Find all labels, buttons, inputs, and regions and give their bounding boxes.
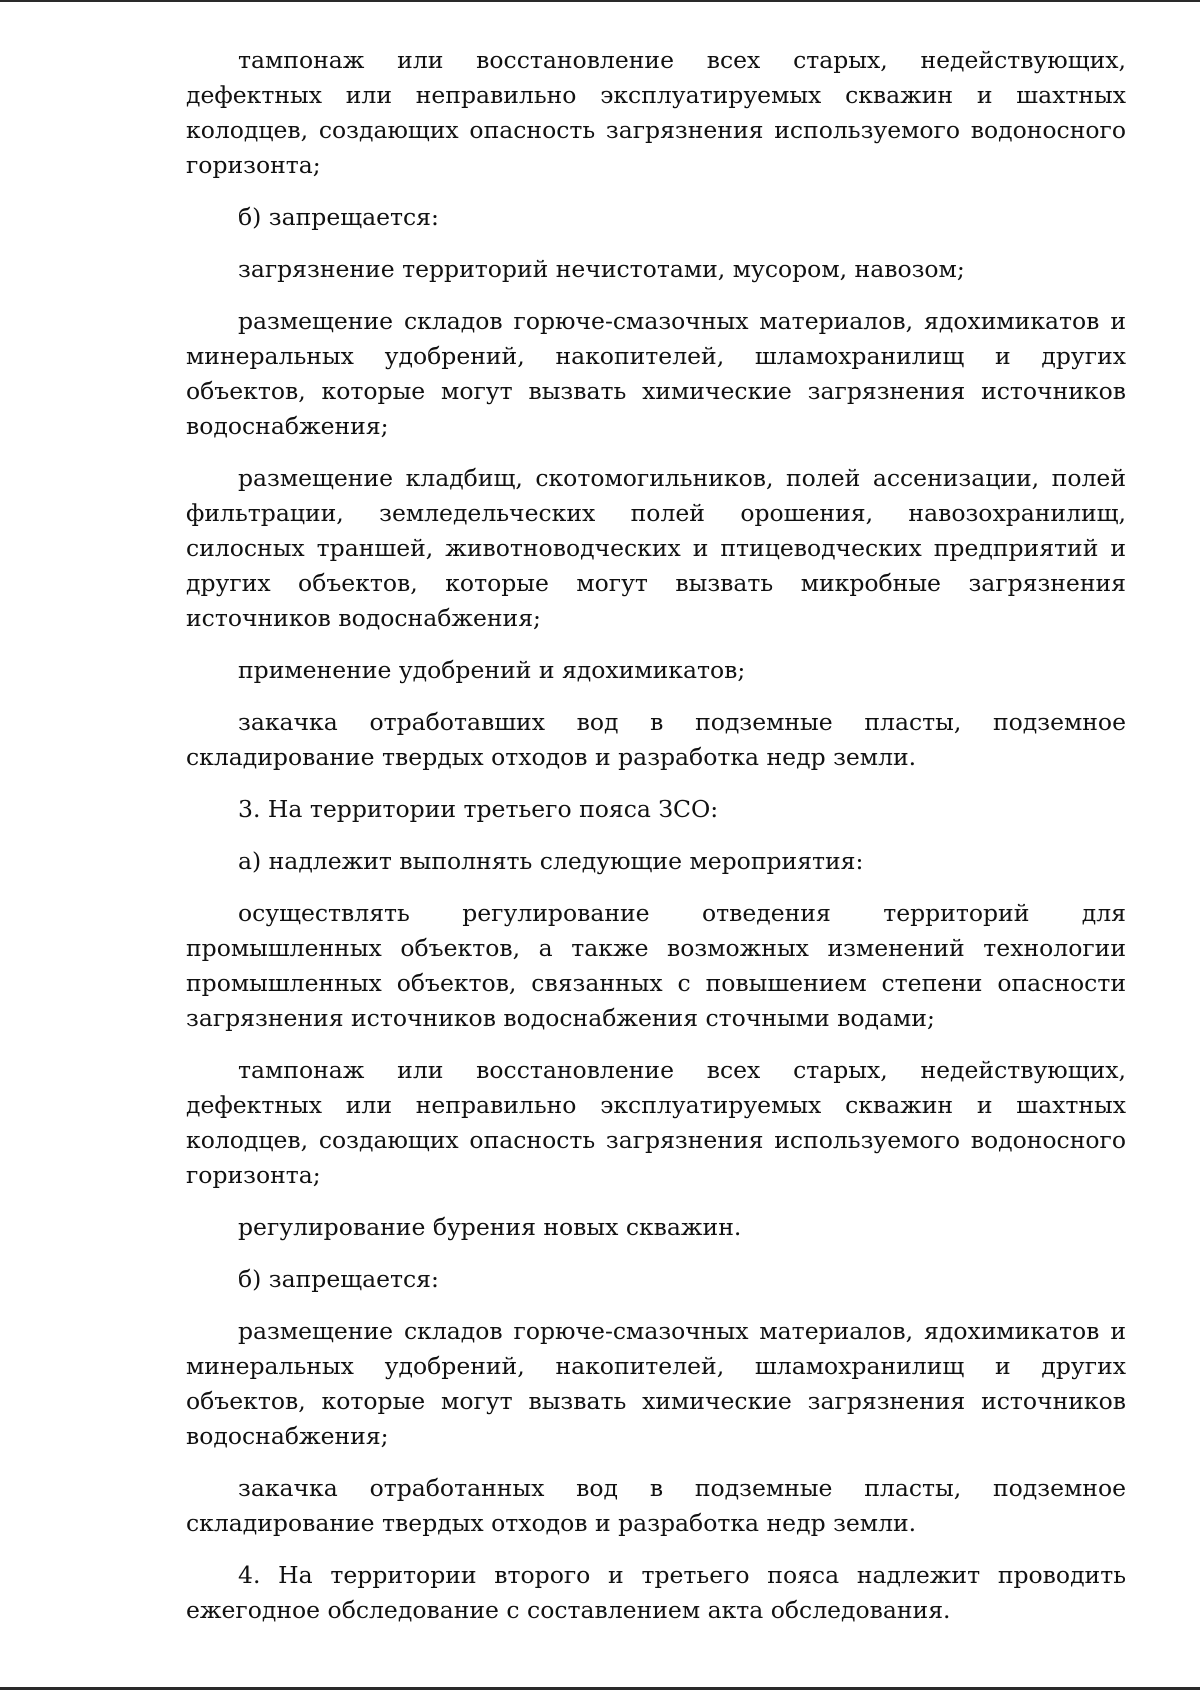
- paragraph-3: загрязнение территорий нечистотами, мусором, навозом;: [238, 255, 965, 283]
- scan-edge-top: [0, 0, 1200, 2]
- paragraph-7: закачка отработавших вод в подземные пласты, подземное складирование твердых отходов и разработка недр земли.: [186, 708, 1126, 771]
- section-3-heading: 3. На территории третьего пояса ЗСО:: [238, 795, 719, 823]
- paragraph-14: размещение складов горюче-смазочных материалов, ядохимикатов и минеральных удобрений, накопителей, шламохранилищ и других объектов, которые могут вызвать химические загрязнения источников водоснабжения;: [186, 1317, 1126, 1450]
- paragraph-15: закачка отработанных вод в подземные пласты, подземное складирование твердых отходов и разработка недр земли.: [186, 1474, 1126, 1537]
- paragraph-10: осуществлять регулирование отведения территорий для промышленных объектов, а также возможных изменений технологии промышленных объектов, связанных с повышением степени опасности загрязнения источников водоснабжения сточными водами;: [186, 899, 1126, 1032]
- scan-edge-bottom: [0, 1687, 1200, 1690]
- document-body: [186, 43, 1126, 1645]
- paragraph-5: размещение кладбищ, скотомогильников, полей ассенизации, полей фильтрации, земледельческих полей орошения, навозохранилищ, силосных траншей, животноводческих и птицеводческих предприятий и других объектов, которые могут вызвать микробные загрязнения источников водоснабжения;: [186, 464, 1126, 632]
- paragraph-6: применение удобрений и ядохимикатов;: [238, 656, 746, 684]
- paragraph-2: б) запрещается:: [238, 203, 439, 231]
- paragraph-4: размещение складов горюче-смазочных материалов, ядохимикатов и минеральных удобрений, накопителей, шламохранилищ и других объектов, которые могут вызвать химические загрязнения источников водоснабжения;: [186, 307, 1126, 440]
- paragraph-13: б) запрещается:: [238, 1265, 439, 1293]
- paragraph-9: а) надлежит выполнять следующие мероприятия:: [238, 847, 864, 875]
- paragraph-12: регулирование бурения новых скважин.: [238, 1213, 742, 1241]
- section-4-paragraph: 4. На территории второго и третьего пояса надлежит проводить ежегодное обследование с составлением акта обследования.: [186, 1561, 1126, 1624]
- paragraph-11: тампонаж или восстановление всех старых, недействующих, дефектных или неправильно эксплуатируемых скважин и шахтных колодцев, создающих опасность загрязнения используемого водоносного горизонта;: [186, 1056, 1126, 1189]
- paragraph-1: тампонаж или восстановление всех старых, недействующих, дефектных или неправильно эксплуатируемых скважин и шахтных колодцев, создающих опасность загрязнения используемого водоносного горизонта;: [186, 46, 1126, 179]
